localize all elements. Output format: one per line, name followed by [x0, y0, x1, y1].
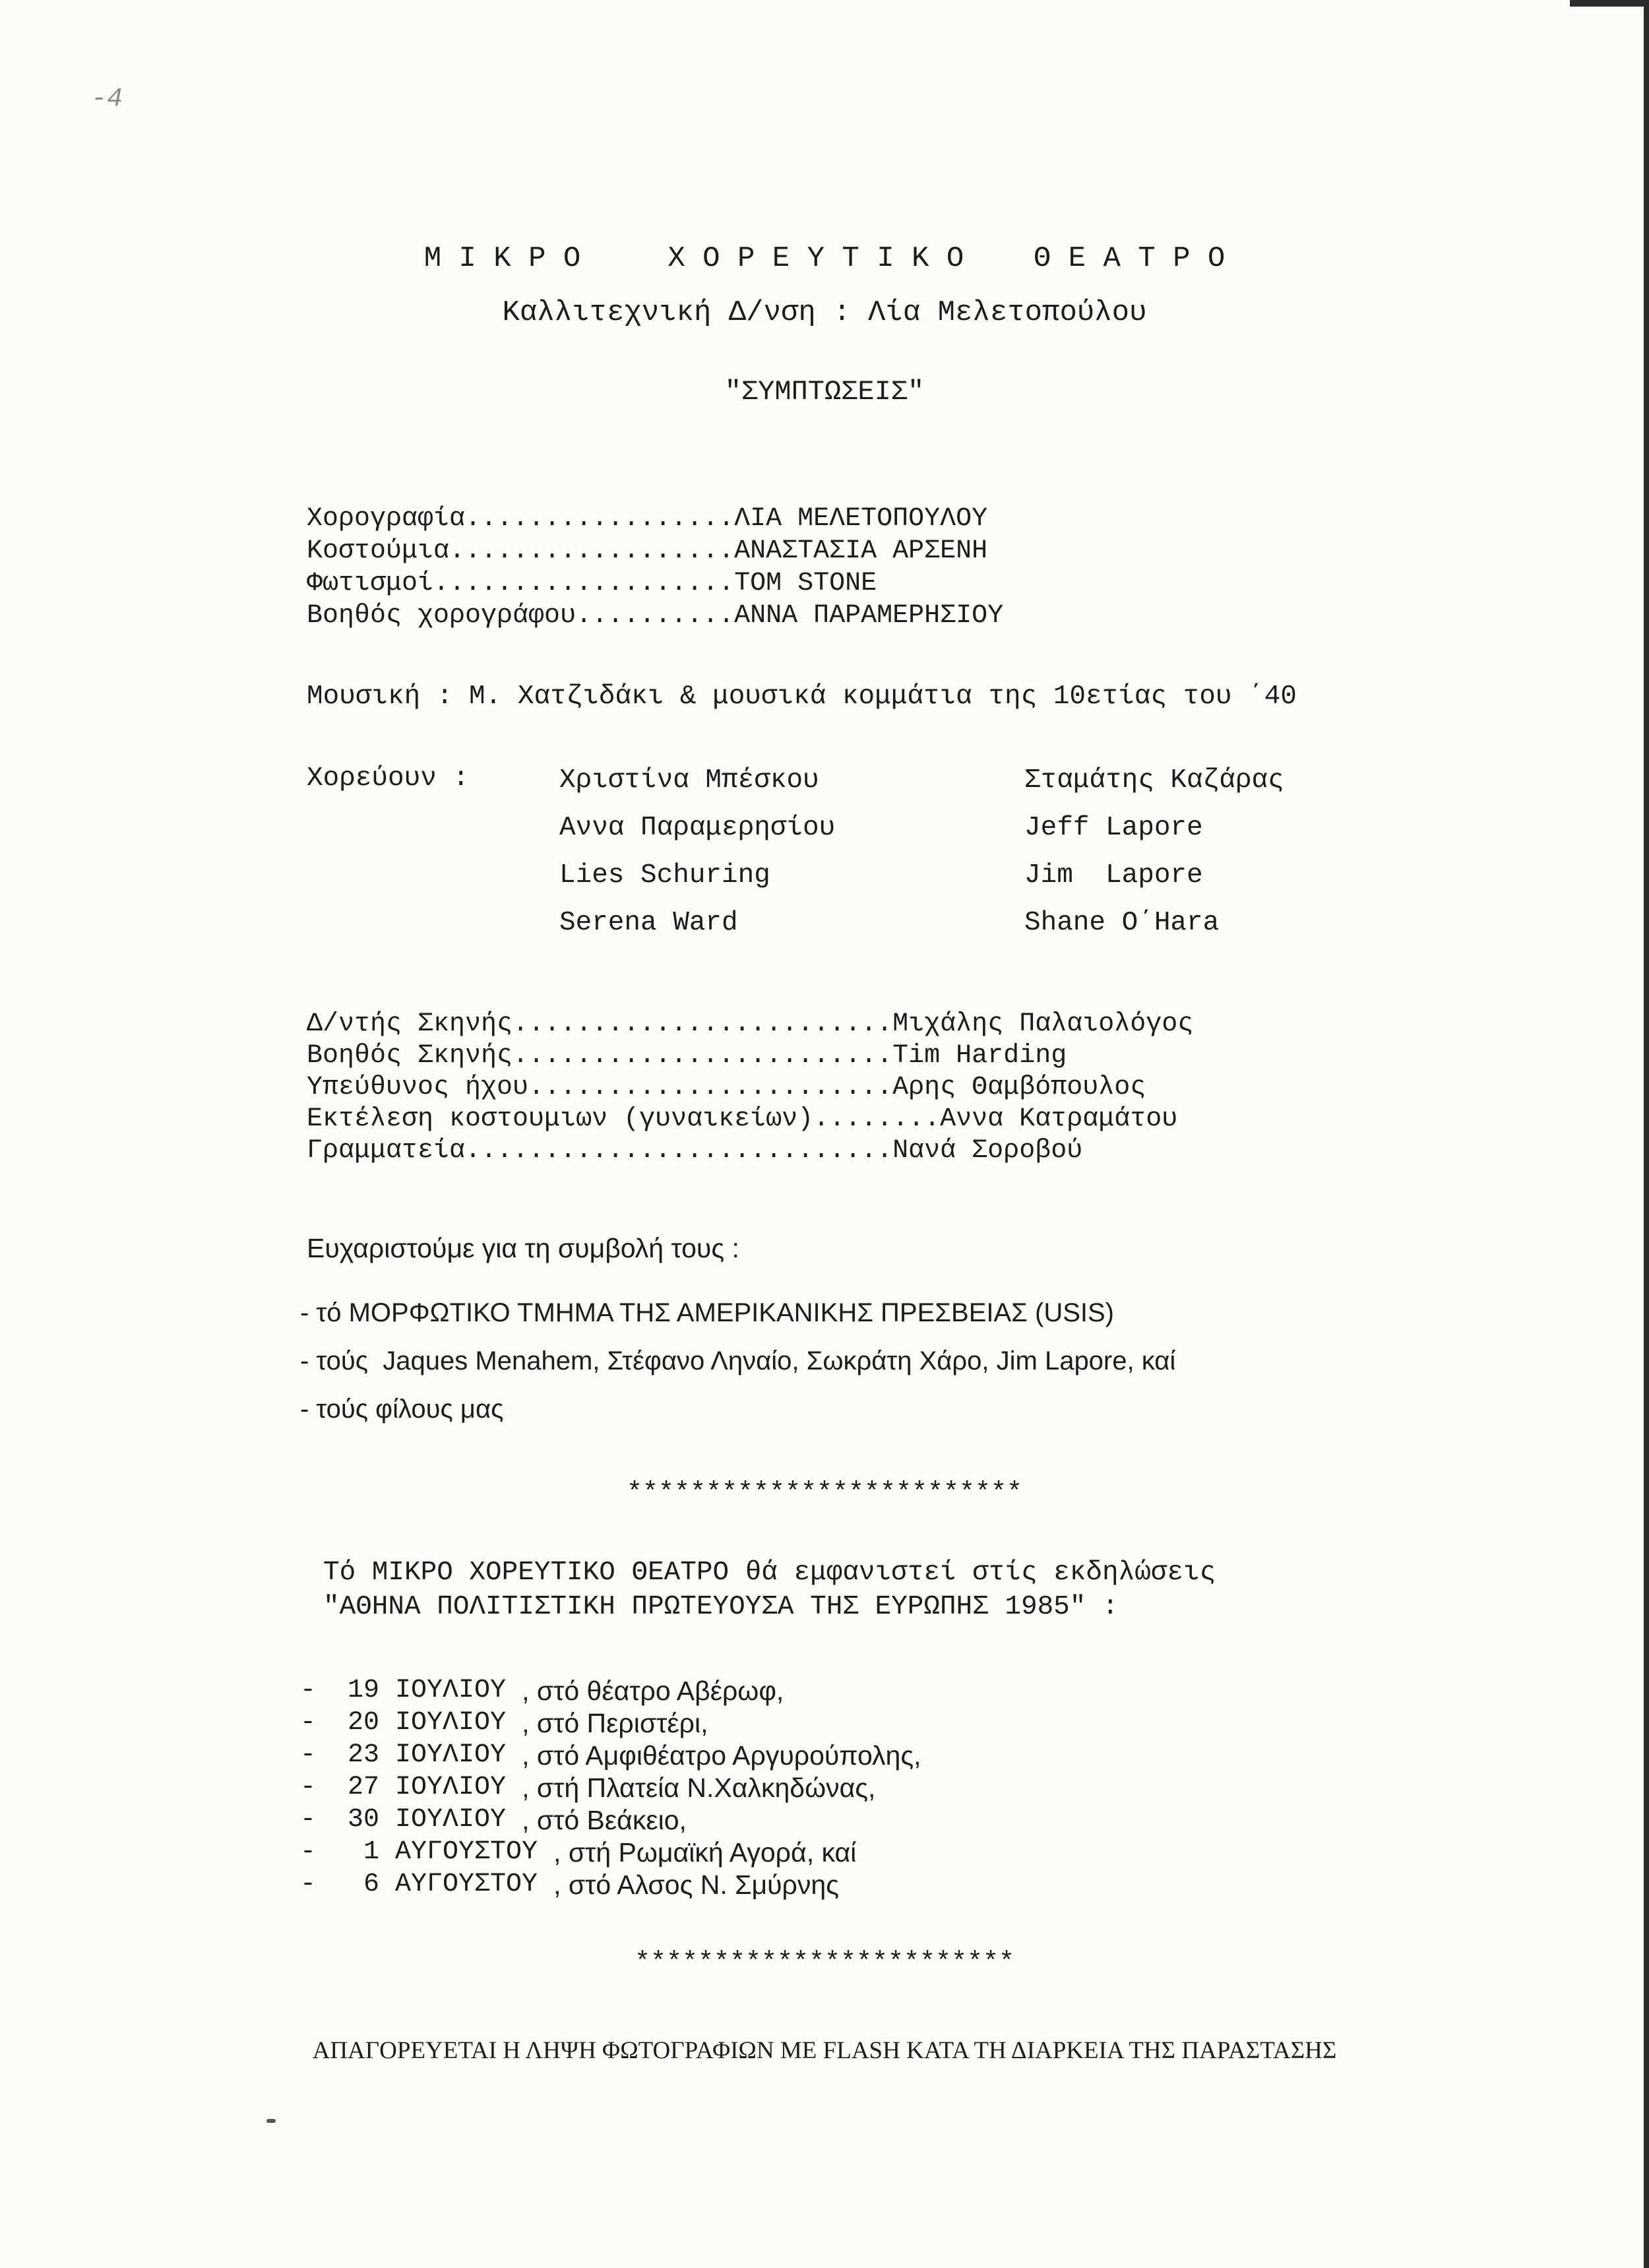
staff-row: [307, 1009, 1193, 1041]
staff-name: Αννα Κατραμάτου: [940, 1104, 1178, 1134]
staff-name: Μιχάλης Παλαιολόγος: [892, 1009, 1194, 1039]
date: - 23 ΙΟΥΛΙΟΥ: [300, 1740, 522, 1770]
staff-role: Βοηθός Σκηνής: [307, 1041, 513, 1071]
date: - 30 ΙΟΥΛΙΟΥ: [300, 1805, 522, 1835]
show-title: "ΣΥΜΠΤΩΣΕΙΣ": [724, 376, 925, 408]
credit-role: Βοηθός χορογράφου: [307, 601, 576, 631]
date: - 20 ΙΟΥΛΙΟΥ: [300, 1708, 522, 1738]
dot-leader: ........................: [513, 1009, 893, 1039]
theatre-name: Μ Ι Κ Ρ Ο Χ Ο Ρ Ε Υ Τ Ι Κ Ο Θ Ε Α Τ Ρ Ο: [423, 242, 1226, 275]
scan-edge: [1644, 0, 1649, 2268]
credit-name: TOM STONE: [734, 569, 877, 598]
dancer-name: Jim Lapore: [1024, 860, 1203, 891]
dot-leader: .................: [465, 504, 735, 534]
credits-list: [307, 504, 1003, 633]
dancer-name: Σταμάτης Καζάρας: [1024, 765, 1284, 796]
dates-list: [300, 1676, 921, 1902]
flash-notice: ΑΠΑΓΟΡΕΥΕΤΑΙ Η ΛΗΨΗ ΦΩΤΟΓΡΑΦΙΩΝ ΜΕ FLASH ΚΑΤΑ ΤΗ ΔΙΑΡΚΕΙΑ ΤΗΣ ΠΑΡΑΣΤΑΣΗΣ: [312, 2037, 1337, 2064]
staff-role: Υπεύθυνος ήχου: [307, 1073, 529, 1102]
dot-leader: ..................: [449, 536, 735, 566]
scan-edge-top: [1570, 0, 1649, 7]
thanks-item: - τό ΜΟΡΦΩΤΙΚΟ ΤΜΗΜΑ ΤΗΣ ΑΜΕΡΙΚΑΝΙΚΗΣ ΠΡΕΣΒΕΙΑΣ (USIS): [300, 1298, 1115, 1327]
date-row: [300, 1837, 921, 1870]
dancer-name: Serena Ward: [559, 908, 738, 938]
staff-role: Δ/ντής Σκηνής: [307, 1009, 513, 1039]
credit-name: ΛΙΑ ΜΕΛΕΤΟΠΟΥΛΟΥ: [734, 504, 988, 534]
credit-row: [307, 569, 1003, 601]
venue: , στή Ρωμαϊκή Αγορά, καί: [553, 1837, 857, 1868]
credit-role: Κοστούμια: [307, 536, 450, 566]
date: - 1 ΑΥΓΟΥΣΤΟΥ: [300, 1837, 554, 1867]
date-row: [300, 1676, 921, 1708]
venue: , στό Αλσος Ν. Σμύρνης: [553, 1870, 839, 1900]
dot-leader: ...................: [433, 569, 735, 598]
thanks-item: - τούς φίλους μας: [300, 1395, 504, 1424]
venue: , στό θέατρο Αβέρωφ,: [522, 1676, 784, 1706]
credit-name: ΑΝΑΣΤΑΣΙΑ ΑΡΣΕΝΗ: [734, 536, 988, 566]
venue: , στό Βεάκειο,: [522, 1805, 687, 1835]
venue: , στό Αμφιθέατρο Αργυρούπολης,: [522, 1740, 921, 1771]
staff-row: [307, 1136, 1193, 1168]
staff-name: Νανά Σοροβού: [892, 1136, 1083, 1166]
credit-row: [307, 504, 1003, 536]
appearance-line: "ΑΘΗΝΑ ΠΟΛΙΤΙΣΤΙΚΗ ΠΡΩΤΕΥΟΥΣΑ ΤΗΣ ΕΥΡΩΠΗΣ 1985" :: [323, 1592, 1119, 1622]
pencil-mark: -4: [91, 84, 123, 114]
thanks-list: [300, 1298, 1175, 1443]
dancers-label: Χορεύουν :: [307, 763, 470, 794]
date-row: [300, 1870, 921, 1902]
staff-list: [307, 1009, 1193, 1168]
date-row: [300, 1708, 921, 1740]
dot-leader: ........: [813, 1104, 941, 1134]
credit-role: Φωτισμοί: [307, 569, 434, 598]
date-row: [300, 1773, 921, 1805]
dancers-column-1: [559, 765, 835, 955]
dot-leader: ........................: [513, 1041, 893, 1071]
dot-leader: ..........: [576, 601, 735, 631]
ink-speck: [266, 2119, 276, 2123]
thanks-title: Ευχαριστούμε για τη συμβολή τους :: [307, 1233, 739, 1263]
thanks-item: - τούς Jaques Menahem, Στέφανο Ληναίο, Σωκράτη Χάρο, Jim Lapore, καί: [300, 1346, 1176, 1375]
dancers-column-2: [1024, 765, 1284, 955]
date-row: [300, 1740, 921, 1773]
credit-name: ΑΝΝΑ ΠΑΡΑΜΕΡΗΣΙΟΥ: [734, 601, 1004, 631]
venue: , στό Περιστέρι,: [522, 1708, 708, 1738]
dancer-name: Lies Schuring: [559, 860, 770, 891]
appearance-line: Τό ΜΙΚΡΟ ΧΟΡΕΥΤΙΚΟ ΘΕΑΤΡΟ θά εμφανιστεί στίς εκδηλώσεις: [323, 1558, 1216, 1588]
dot-leader: .......................: [528, 1073, 893, 1102]
separator: *************************: [626, 1478, 1023, 1508]
dancer-name: Jeff Lapore: [1024, 813, 1203, 843]
staff-row: [307, 1041, 1193, 1073]
staff-name: Tim Harding: [892, 1041, 1067, 1071]
artistic-direction: Καλλιτεχνική Δ/νση : Λία Μελετοπούλου: [502, 296, 1147, 329]
staff-row: [307, 1104, 1193, 1136]
dancer-name: Shane O΄Hara: [1024, 908, 1220, 938]
dancer-name: Χριστίνα Μπέσκου: [559, 765, 819, 796]
staff-name: Αρης Θαμβόπουλος: [892, 1073, 1146, 1102]
date: - 27 ΙΟΥΛΙΟΥ: [300, 1773, 522, 1802]
dot-leader: ...........................: [465, 1136, 893, 1166]
venue: , στή Πλατεία Ν.Χαλκηδώνας,: [522, 1773, 876, 1803]
date: - 6 ΑΥΓΟΥΣΤΟΥ: [300, 1870, 554, 1899]
date: - 19 ΙΟΥΛΙΟΥ: [300, 1676, 522, 1705]
staff-role: Γραμματεία: [307, 1136, 466, 1166]
music-credit: Μουσική : Μ. Χατζιδάκι & μουσικά κομμάτια της 10ετίας του ΄40: [307, 681, 1297, 712]
staff-row: [307, 1073, 1193, 1104]
credit-row: [307, 536, 1003, 569]
date-row: [300, 1805, 921, 1837]
credit-role: Χορογραφία: [307, 504, 466, 534]
staff-role: Εκτέλεση κοστουμιων (γυναικείων): [307, 1104, 814, 1134]
separator: ************************: [634, 1948, 1015, 1978]
credit-row: [307, 601, 1003, 633]
dancer-name: Αννα Παραμερησίου: [559, 813, 836, 843]
